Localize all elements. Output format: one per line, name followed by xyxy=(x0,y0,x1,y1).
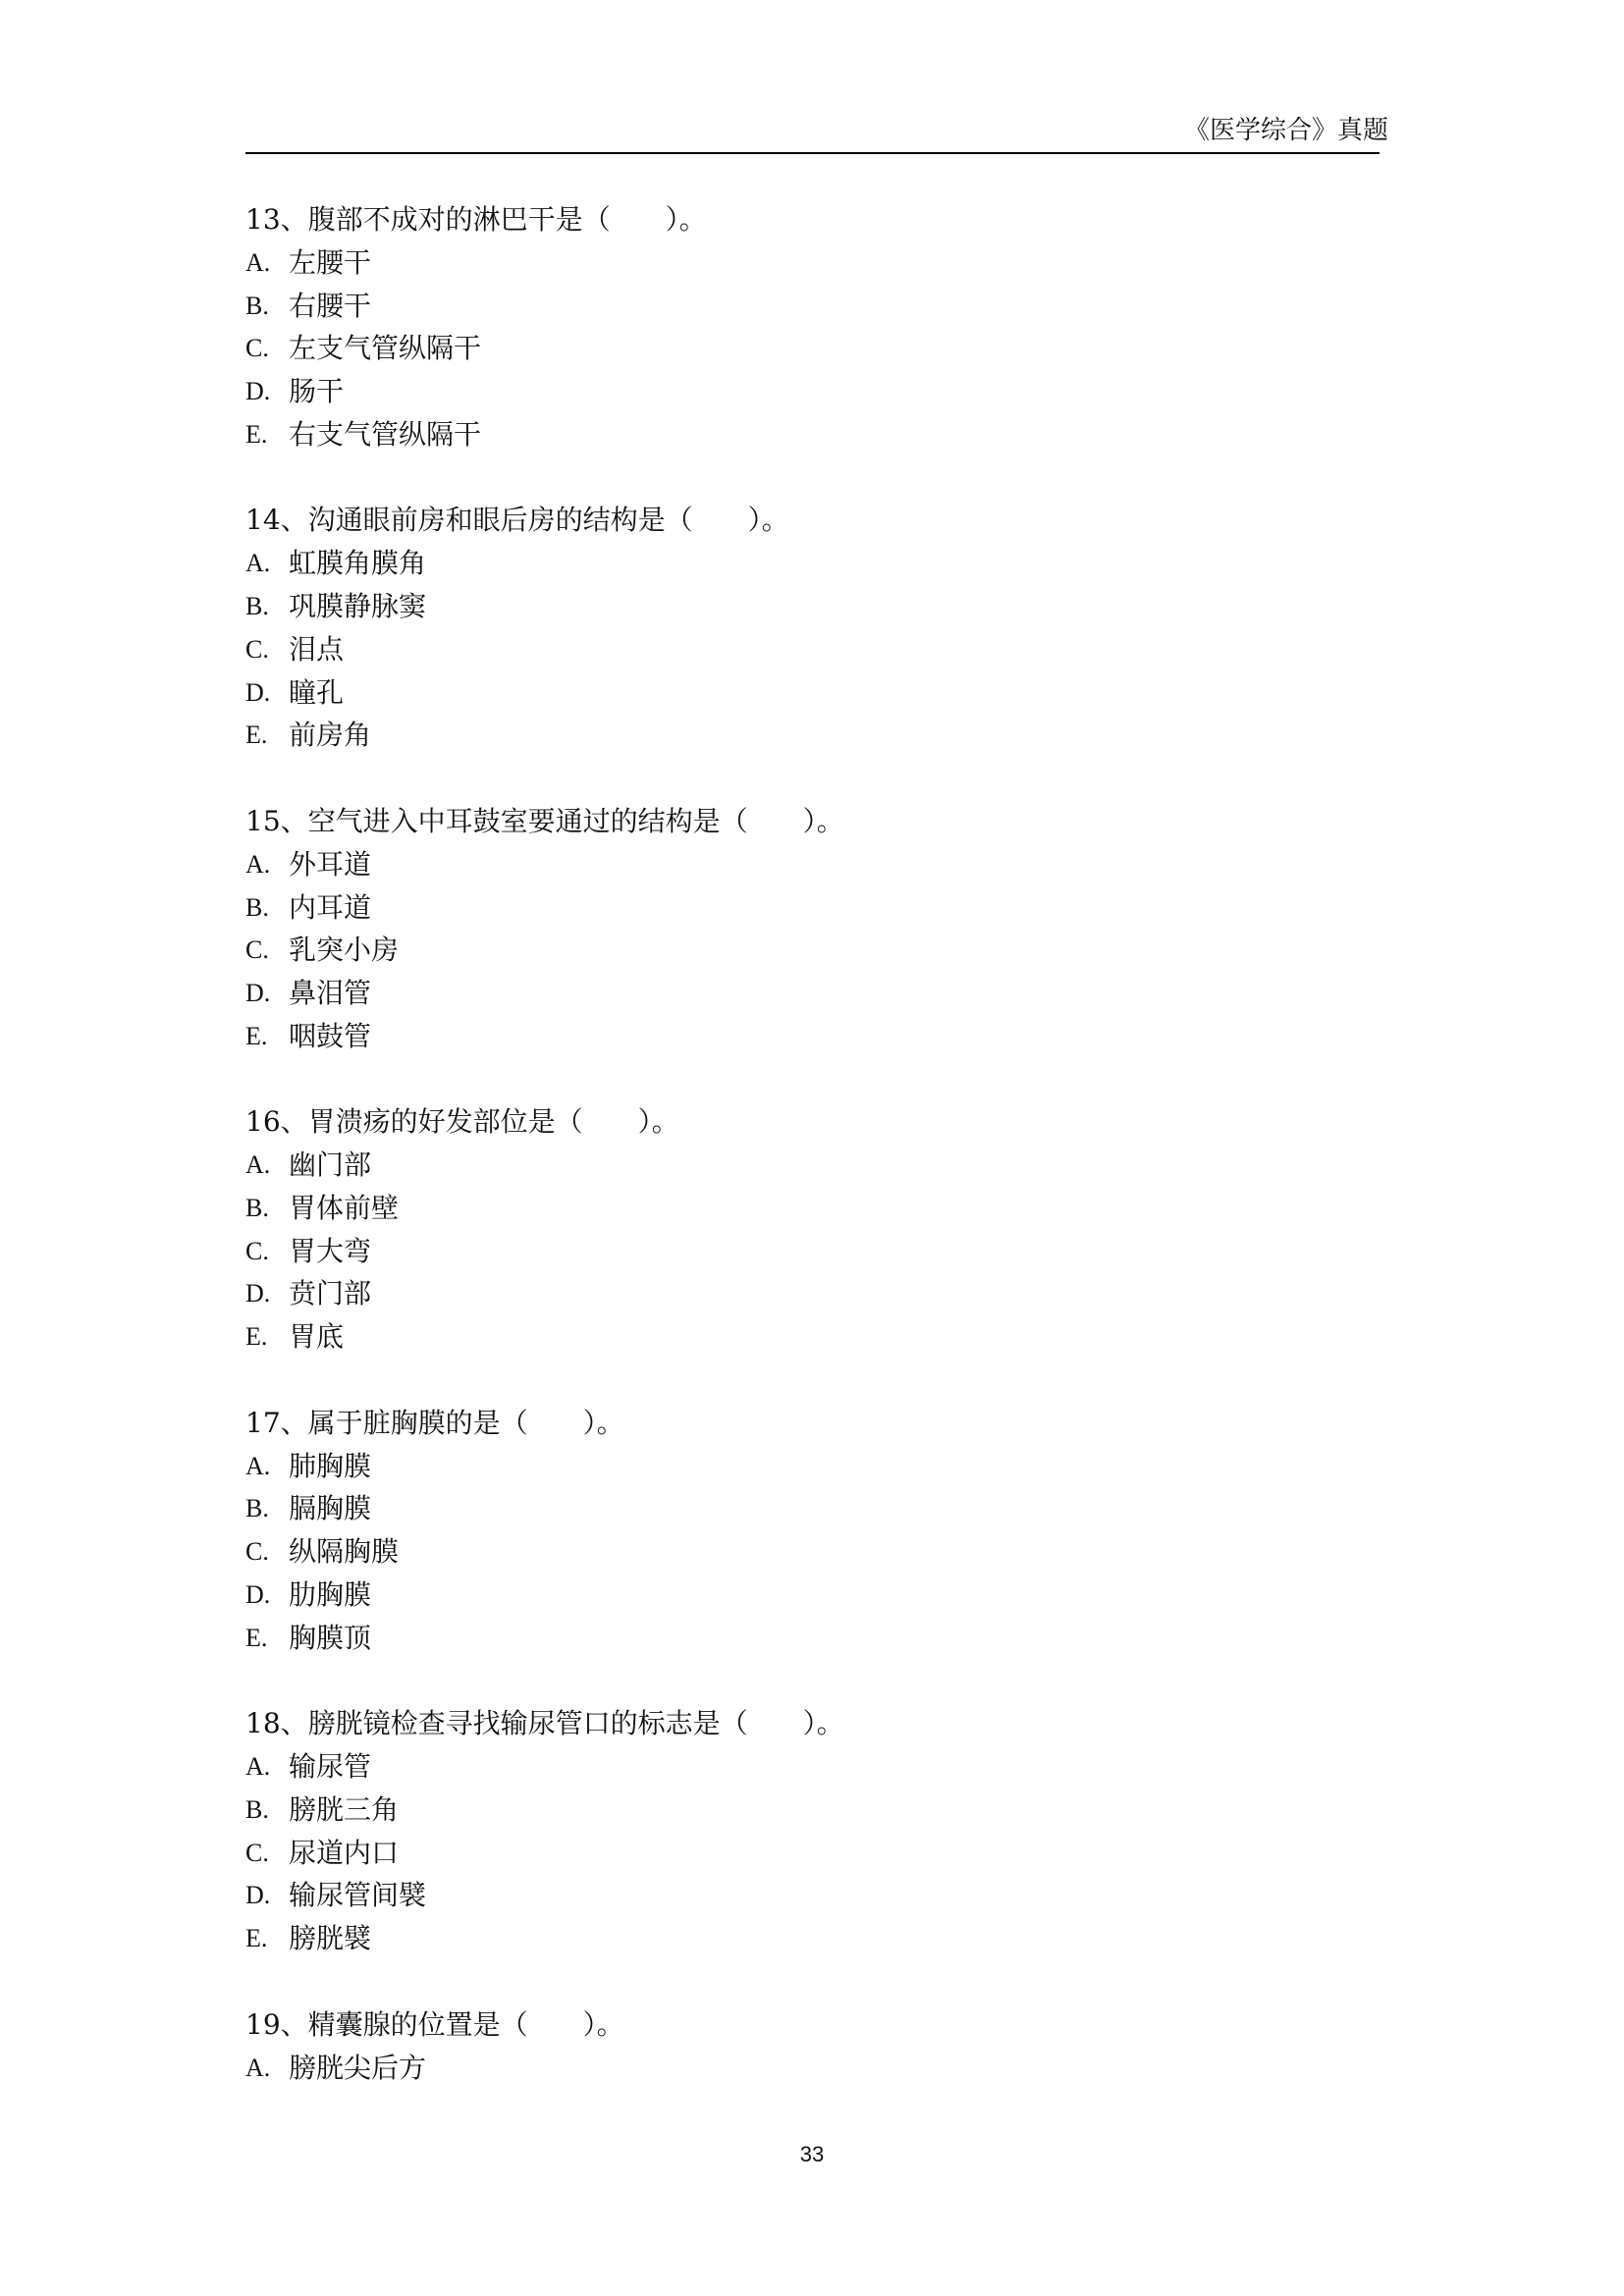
question-13 xyxy=(245,198,1384,455)
option-text: 巩膜静脉窦 xyxy=(289,590,427,623)
option-text: 泪点 xyxy=(289,632,345,666)
option-c xyxy=(245,929,1384,972)
option-letter: D. xyxy=(245,1881,271,1910)
question-stem: 14、沟通眼前房和眼后房的结构是（ ）。 xyxy=(245,504,789,537)
option-letter: D. xyxy=(245,978,271,1007)
option-letter: C. xyxy=(245,334,269,363)
option-a xyxy=(245,241,1384,285)
option-text: 左腰干 xyxy=(289,246,372,279)
option-a xyxy=(245,1745,1384,1789)
option-text: 乳突小房 xyxy=(289,934,400,967)
option-letter: A. xyxy=(245,849,271,879)
header-rule xyxy=(245,152,1380,154)
option-text: 胃大弯 xyxy=(289,1234,372,1267)
option-text: 肋胸膜 xyxy=(289,1577,372,1611)
option-text: 膀胱尖后方 xyxy=(289,2051,427,2084)
option-a xyxy=(245,1445,1384,1488)
question-stem: 16、胃溃疡的好发部位是（ ）。 xyxy=(245,1105,679,1139)
option-letter: E. xyxy=(245,419,268,449)
option-letter: A. xyxy=(245,549,271,578)
option-letter: E. xyxy=(245,1923,268,1952)
option-c xyxy=(245,1832,1384,1875)
option-text: 前房角 xyxy=(289,719,372,752)
option-letter: C. xyxy=(245,634,269,664)
option-c xyxy=(245,1530,1384,1574)
option-b xyxy=(245,1187,1384,1230)
option-text: 肠干 xyxy=(289,375,345,408)
option-d xyxy=(245,972,1384,1015)
option-c xyxy=(245,327,1384,370)
option-letter: C. xyxy=(245,1236,269,1265)
option-b xyxy=(245,285,1384,328)
option-letter: E. xyxy=(245,1322,268,1352)
option-d xyxy=(245,1874,1384,1917)
question-15 xyxy=(245,800,1384,1057)
option-letter: C. xyxy=(245,1838,269,1867)
question-19 xyxy=(245,2003,1384,2090)
question-16 xyxy=(245,1100,1384,1358)
option-c xyxy=(245,628,1384,671)
option-letter: E. xyxy=(245,721,268,750)
option-text: 外耳道 xyxy=(289,847,372,881)
option-letter: D. xyxy=(245,377,271,406)
option-a xyxy=(245,2047,1384,2090)
option-letter: D. xyxy=(245,1579,271,1609)
option-letter: D. xyxy=(245,1279,271,1308)
option-a xyxy=(245,843,1384,886)
option-text: 左支气管纵隔干 xyxy=(289,332,482,365)
option-letter: D. xyxy=(245,677,271,707)
option-d xyxy=(245,370,1384,413)
question-18 xyxy=(245,1702,1384,1959)
option-a xyxy=(245,1144,1384,1187)
option-text: 虹膜角膜角 xyxy=(289,547,427,580)
option-letter: C. xyxy=(245,1537,269,1567)
header-title: 《医学综合》真题 xyxy=(1183,116,1388,145)
option-d xyxy=(245,671,1384,715)
option-text: 肺胸膜 xyxy=(289,1449,372,1482)
option-b xyxy=(245,886,1384,930)
option-letter: A. xyxy=(245,2053,271,2082)
option-text: 幽门部 xyxy=(289,1148,372,1182)
option-b xyxy=(245,585,1384,628)
option-text: 输尿管间襞 xyxy=(289,1879,427,1912)
option-e xyxy=(245,1015,1384,1058)
option-text: 胃体前壁 xyxy=(289,1192,400,1224)
question-17 xyxy=(245,1402,1384,1659)
option-letter: B. xyxy=(245,592,269,621)
option-b xyxy=(245,1789,1384,1832)
option-text: 输尿管 xyxy=(289,1750,372,1784)
option-e xyxy=(245,413,1384,456)
option-letter: B. xyxy=(245,892,269,922)
option-text: 膈胸膜 xyxy=(289,1492,372,1525)
option-letter: A. xyxy=(245,1150,271,1180)
option-letter: B. xyxy=(245,1194,269,1222)
question-stem: 19、精囊腺的位置是（ ）。 xyxy=(245,2007,624,2041)
option-a xyxy=(245,542,1384,585)
option-letter: A. xyxy=(245,248,271,277)
option-letter: E. xyxy=(245,1623,268,1652)
option-text: 右支气管纵隔干 xyxy=(289,417,482,451)
option-letter: A. xyxy=(245,1451,271,1480)
option-d xyxy=(245,1574,1384,1617)
option-e xyxy=(245,714,1384,757)
option-letter: B. xyxy=(245,1794,269,1824)
option-e xyxy=(245,1315,1384,1359)
option-text: 膀胱三角 xyxy=(289,1792,400,1826)
option-c xyxy=(245,1230,1384,1273)
option-e xyxy=(245,1917,1384,1960)
option-text: 尿道内口 xyxy=(289,1836,400,1869)
option-text: 膀胱襞 xyxy=(289,1921,372,1954)
option-letter: E. xyxy=(245,1021,268,1050)
question-stem: 17、属于脏胸膜的是（ ）。 xyxy=(245,1406,624,1439)
option-d xyxy=(245,1272,1384,1315)
option-text: 右腰干 xyxy=(289,289,372,322)
question-stem: 18、膀胱镜检查寻找输尿管口的标志是（ ）。 xyxy=(245,1707,844,1740)
option-text: 瞳孔 xyxy=(289,675,345,709)
option-b xyxy=(245,1487,1384,1530)
question-list xyxy=(245,198,1384,2132)
option-letter: C. xyxy=(245,935,269,965)
question-stem: 15、空气进入中耳鼓室要通过的结构是（ ）。 xyxy=(245,804,844,837)
question-14 xyxy=(245,499,1384,756)
option-text: 胸膜顶 xyxy=(289,1621,372,1654)
option-letter: A. xyxy=(245,1752,271,1782)
question-stem: 13、腹部不成对的淋巴干是（ ）。 xyxy=(245,203,707,236)
option-text: 咽鼓管 xyxy=(289,1019,372,1052)
option-text: 鼻泪管 xyxy=(289,976,372,1009)
option-e xyxy=(245,1617,1384,1660)
option-letter: B. xyxy=(245,291,269,320)
option-text: 纵隔胸膜 xyxy=(289,1535,400,1569)
page-number: 33 xyxy=(799,2142,825,2166)
option-letter: B. xyxy=(245,1494,269,1523)
option-text: 贲门部 xyxy=(289,1277,372,1310)
option-text: 胃底 xyxy=(289,1320,345,1354)
option-text: 内耳道 xyxy=(289,890,372,924)
